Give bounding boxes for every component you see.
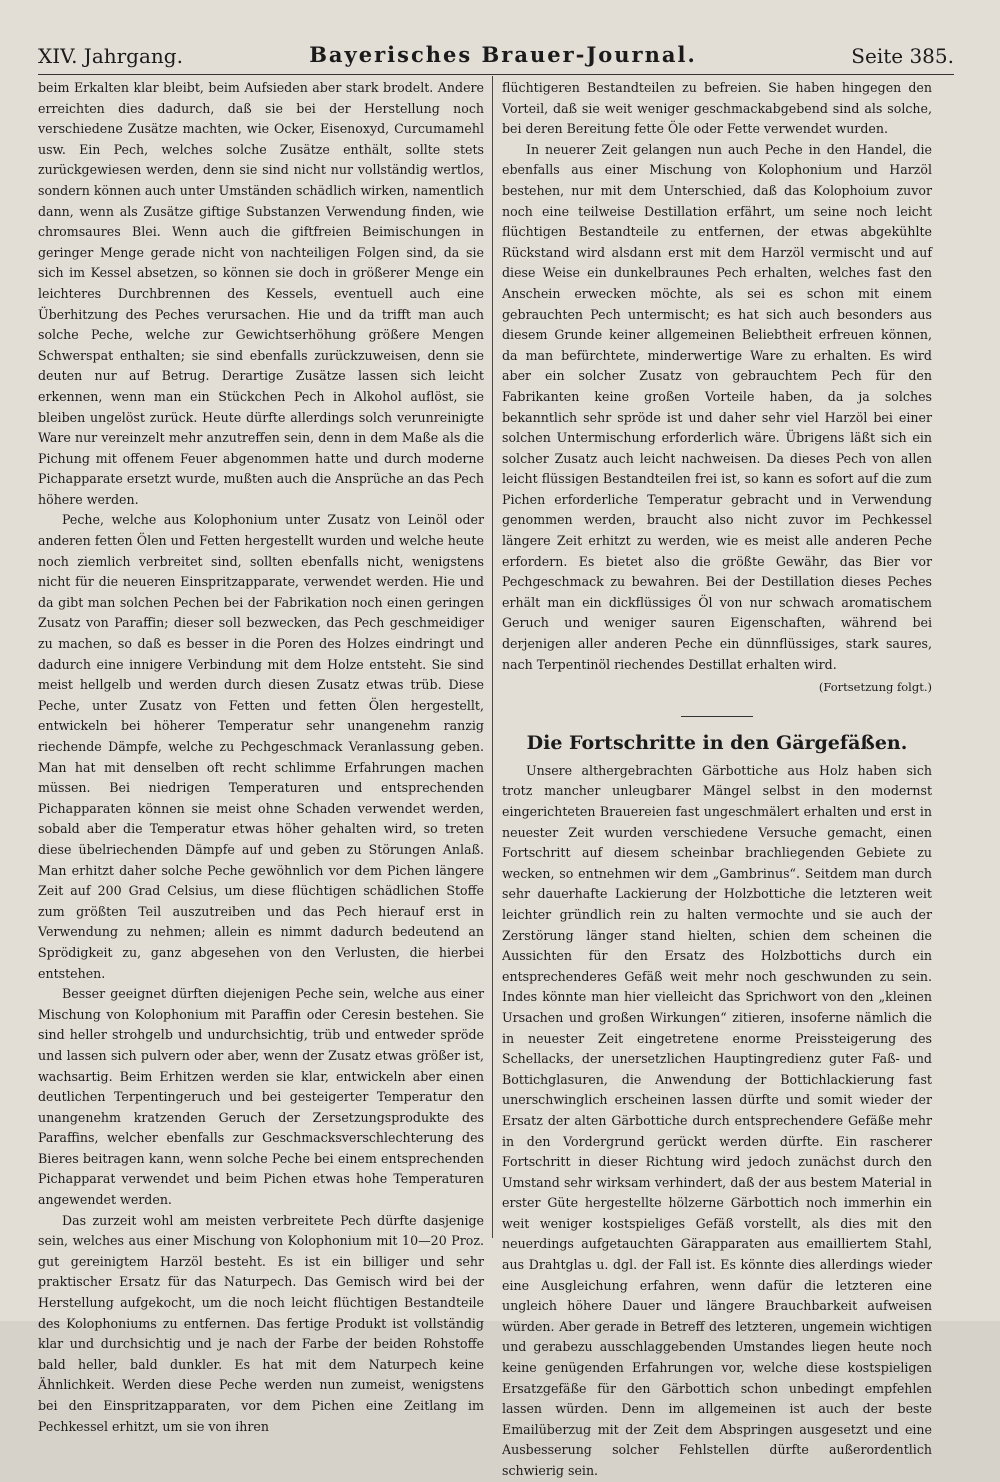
page-number: Seite 385. — [851, 44, 954, 68]
volume-label: XIV. Jahrgang. — [38, 44, 183, 68]
section-rule — [681, 716, 753, 717]
paragraph: Das zurzeit wohl am meisten verbreitete Pech dürfte dasjenige sein, welches aus einer Mischung von Kolophonium mit 10—20 Proz. gut gereinigtem Harzöl besteht. Es ist ein billiger und sehr praktischer Ersatz für das Naturpech. Das Gemisch wird bei der Herstellung aufgekocht, um die noch leicht flüchtigen Bestandteile des Kolophoniums zu entfernen. Das fertige Produkt ist vollständig klar und durchsichtig und je nach der Farbe der beiden Rohstoffe bald heller, bald dunkler. Es hat mit dem Naturpech keine Ähnlichkeit. Werden diese Peche werden nun zumeist, wenigstens bei den Einspritzapparaten, vor dem Pichen eine Zeitlang im Pechkessel erhitzt, um sie von ihren — [38, 1212, 484, 1434]
paragraph: Besser geeignet dürften diejenigen Peche sein, welche aus einer Mischung von Kolophonium mit Paraffin oder Ceresin bestehen. Sie sind heller strohgelb und undurchsichtig, trüb und entweder spröde und lassen sich pulvern oder aber, wenn der Zusatz etwas größer ist, wachsartig. Beim Erhitzen werden sie klar, entwickeln aber einen deutlichen Terpentingeruch und bei gesteigerter Temperatur den unangenehm kratzenden Geruch der Zersetzungsprodukte des Paraffins, welcher ebenfalls zur Geschmacksverschlechterung des Bieres beitragen kann, wenn solche Peche bei einem entsprechenden Pichapparat verwendet und beim Pichen etwas hohe Temperaturen angewendet werden. — [38, 986, 484, 1208]
paragraph: Unsere althergebrachten Gärbottiche aus Holz haben sich trotz mancher unleugbarer Mängel selbst in den modernst eingerichteten Brauereien fast ungeschmälert erhalten und erst in neuester Zeit wurden verschiedene Versuche gemacht, einen Fortschritt auf diesem scheinbar brachliegenden Gebiete zu wecken, so entnehmen wir dem „Gambrinus“. Seitdem man durch sehr dauerhafte Lackierung der Holzbottiche die letzteren weit leichter gründlich rein zu halten vermochte und sie auch der Zerstörung länger stand hielten, schien dem scheinen die Aussichten für den Ersatz des Holzbottichs durch ein entsprechenderes Gefäß weit mehr noch geschwunden zu sein. Indes könnte man hier vielleicht das Sprichwort von den „kleinen Ursachen und großen Wirkungen“ zitieren, insoferne nämlich die in neuester Zeit eingetretene enorme Preissteigerung des Schellacks, der unersetzlichen Hauptingredienz guter Faß- und Bottichglasuren, die Anwendung der Bottichlackierung fast unerschwinglich erscheinen lassen dürfte und somit wieder der Ersatz der alten Gärbottiche durch entsprechendere Gefäße mehr in den Vordergrund gerückt werden dürfte. Ein rascherer Fortschritt in dieser Richtung wird jedoch zunächst durch den Umstand sehr wirksam verhindert, daß der aus bestem Material in erster Güte hergestellte hölzerne Gärbottich noch immerhin ein weit weniger kostspieliges Gefäß vorstellt, als dies mit den neuerdings aufgetauchten Gärapparaten aus emailliertem Stahl, aus Drahtglas u. dgl. der Fall ist. Es könnte dies allerdings wieder eine Ausgleichung erfahren, wenn dafür die letzteren eine ungleich höhere Dauer und längere Brauchbarkeit aufweisen würden. Aber gerade in Betreff des letzteren, ungemein wichtigen und gerabezu ausschlaggebenden Umstandes liegen heute noch keine genügenden Erfahrungen vor, welche diese kostspieligen Ersatzgefäße für den Gärbottich schon unbedingt empfehlen lassen würden. Denn im allgemeinen ist auch der beste Emailüberzug mit der Zeit dem Abspringen ausgesetzt und eine Ausbesserung solcher Fehlstellen dürfte außerordentlich schwierig sein. — [502, 762, 932, 1478]
paragraph: flüchtigeren Bestandteilen zu befreien. Sie haben hingegen den Vorteil, daß sie weit weniger geschmackabgebend sind als solche, bei deren Bereitung fette Öle oder Fette verwendet wurden. — [502, 80, 932, 137]
left-column — [38, 78, 484, 1437]
paragraph: Peche, welche aus Kolophonium unter Zusatz von Leinöl oder anderen fetten Ölen und Fetten hergestellt wurden und welche heute noch ziemlich verbreitet sind, sollten ebenfalls nicht, wenigstens nicht für die neueren Einspritzapparate, verwendet werden. Hie und da gibt man solchen Pechen bei der Fabrikation noch einen geringen Zusatz von Paraffin; dieser soll bezwecken, das Pech geschmeidiger zu machen, so daß es besser in die Poren des Holzes eindringt und dadurch eine innigere Verbindung mit dem Holze entsteht. Sie sind meist hellgelb und werden durch diesen Zusatz etwas trüb. Diese Peche, unter Zusatz von Fetten und fetten Ölen hergestellt, entwickeln bei höherer Temperatur sehr unangenehm ranzig riechende Dämpfe, welche zu Pechgeschmack Veranlassung geben. Man hat mit denselben oft recht schlimme Erfahrungen machen müssen. Bei niedrigen Temperaturen und entsprechenden Pichapparaten können sie meist ohne Schaden verwendet werden, sobald aber die Temperatur etwas höher gehalten wird, so treten diese übelriechenden Dämpfe auf und geben zu Störungen Anlaß. Man erhitzt daher solche Peche gewöhnlich vor dem Pichen längere Zeit auf 200 Grad Celsius, um diese flüchtigen schädlichen Stoffe zum größten Teil auszutreiben und das Pech hierauf erst in Verwendung zu nehmen; allein es nimmt dadurch bedeutend an Sprödigkeit zu, ganz abgesehen von den Verlusten, die hierbei entstehen. — [38, 512, 484, 981]
continuation-note: (Fortsetzung folgt.) — [818, 680, 932, 695]
paragraph: beim Erkalten klar bleibt, beim Aufsieden aber stark brodelt. Andere erreichten dies dadurch, daß sie bei der Herstellung noch verschiedene Zusätze machten, wie Ocker, Eisenoxyd, Curcumamehl usw. Ein Pech, welches solche Zusätze enthält, sollte stets zurückgewiesen werden, denn sie sind nicht nur vollständig wertlos, sondern können auch unter Umständen schädlich wirken, namentlich dann, wenn als Zusätze giftige Substanzen Verwendung finden, wie chromsaures Blei. Wenn auch die giftfreien Beimischungen in geringer Menge gerade nicht von nachteiligen Folgen sind, da sie sich im Kessel absetzen, so können sie doch in größerer Menge ein leichteres Durchbrennen des Kessels, eventuell auch eine Überhitzung des Peches verursachen. Hie und da trifft man auch solche Peche, welche zur Gewichtserhöhung größere Mengen Schwerspat enthalten; sie sind ebenfalls zurückzuweisen, denn sie deuten nur auf Betrug. Derartige Zusätze lassen sich leicht erkennen, wenn man ein Stückchen Pech in Alkohol auflöst, sie bleiben ungelöst zurück. Heute dürfte allerdings solch verunreinigte Ware nur vereinzelt mehr anzutreffen sein, denn in dem Maße als die Pichung mit offenem Feuer abgenommen hatte und durch moderne Pichapparate ersetzt wurde, mußten auch die Ansprüche an das Pech höhere werden. — [38, 80, 484, 507]
article-title: Die Fortschritte in den Gärgefäßen. — [526, 731, 908, 754]
paragraph: In neuerer Zeit gelangen nun auch Peche in den Handel, die ebenfalls aus einer Mischung von Kolophonium und Harzöl bestehen, nur mit dem Unterschied, daß das Kolophoium zuvor noch eine teilweise Destillation erfährt, um seine noch leicht flüchtigen Bestandteile zu entfernen, der etwas abgekühlte Rückstand wird alsdann erst mit dem Harzöl vermischt und auf diese Weise ein dunkelbraunes Pech erhalten, welches fast den Anschein erwecken möchte, als sei es schon mit einem gebrauchten Pech untermischt; es hat sich auch besonders aus diesem Grunde keiner allgemeinen Beliebtheit erfreuen können, da man befürchtete, minderwertige Ware zu erhalten. Es wird aber ein solcher Zusatz von gebrauchtem Pech für den Fabrikanten keine großen Vorteile haben, da ja solches bekanntlich sehr spröde ist und daher sehr viel Harzöl bei einer solchen Untermischung erforderlich wäre. Übrigens läßt sich ein solcher Zusatz auch leicht nachweisen. Da dieses Pech von allen leicht flüssigen Bestandteilen frei ist, so kann es sofort auf die zum Pichen erforderliche Temperatur gebracht und in Verwendung genommen werden, braucht also nicht zuvor im Pechkessel längere Zeit erhitzt zu werden, wie es meist alle anderen Peche erfordern. Es bietet also die größte Gewähr, das Bier vor Pechgeschmack zu bewahren. Bei der Destillation dieses Peches erhält man ein dickflüssiges Öl von nur schwach aromatischem Geruch und weniger sauren Eigenschaften, während bei derjenigen aller anderen Peche ein dünnflüssiges, stark saures, nach Terpentinöl riechendes Destillat erhalten wird. — [502, 141, 932, 672]
journal-title: Bayerisches Brauer-Journal. — [309, 42, 697, 67]
right-column — [502, 78, 932, 1482]
page-header — [38, 42, 954, 72]
header-rule — [38, 74, 954, 75]
column-divider — [492, 76, 493, 1238]
